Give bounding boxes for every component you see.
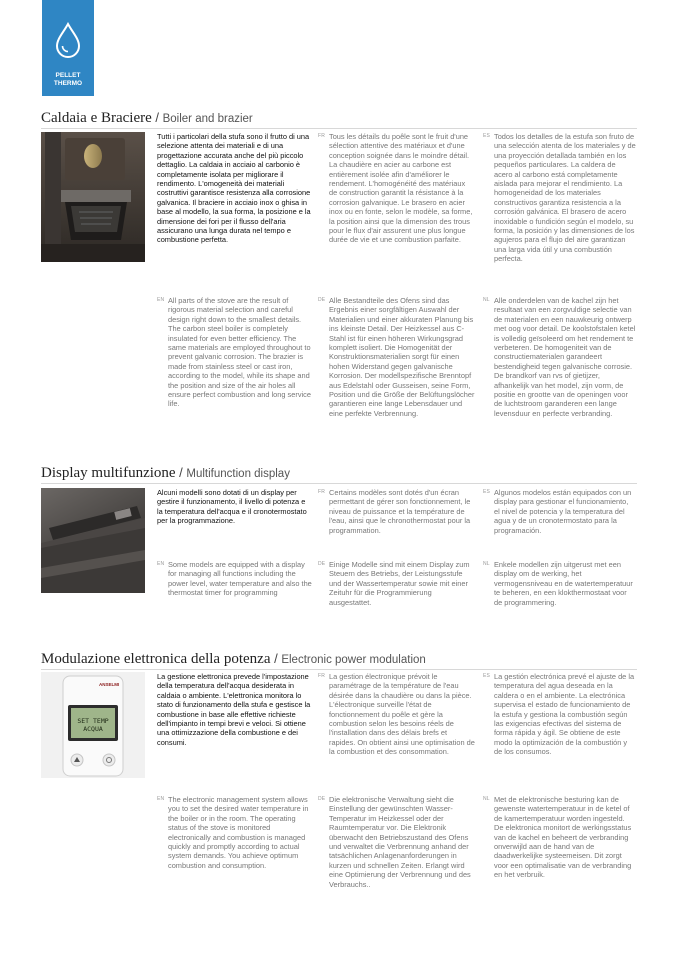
section-title-display: Display multifunzione / Multifunction display	[41, 465, 290, 481]
text-block-es-modulation: ES La gestión electrónica prevé el ajuste de la temperatura del agua deseada en la caldera o en el ambiente. La electrónica supervisa el estado de funcionamiento de la estufa y gestiona la combustión según las exigencias efectivas del sistema de forma rápida y ágil. Se obtiene de este modo la optimización de la combustión y de los consumos.	[483, 672, 635, 757]
brand-line-2: THERMO	[53, 80, 83, 87]
brand-line-1: PELLET	[55, 72, 81, 79]
divider	[41, 669, 637, 670]
text-block-fr-display: FR Certains modèles sont dotés d'un écran permettant de gérer son fonctionnement, le niveau de puissance et la température de l'eau, ainsi que le chronothermostat pour la programmation.	[318, 488, 471, 535]
text-block-en-display: EN Some models are equipped with a display for managing all functions including the power level, water temperature and also the thermostat timer for programming	[157, 560, 312, 598]
section-title-boiler: Caldaia e Braciere / Boiler and brazier	[41, 110, 253, 126]
remote-screen-line-2: ACQUA	[83, 725, 103, 733]
text-block-en-boiler: EN All parts of the stove are the result of rigorous material selection and careful design right down to the smallest details. The carbon steel boiler is completely insulated for even better efficiency. The same materials are employed throughout to prevent galvanic corrosion. The brazier is made from stainless steel or cast iron, according to the model, while its shape and the position and size of the air holes all ensure perfect combustion and long service life.	[157, 296, 311, 409]
remote-screen-line-1: SET TEMP	[77, 717, 109, 725]
remote-screen	[73, 717, 113, 733]
text-block-it-modulation: La gestione elettronica prevede l'impostazione della temperatura dell'acqua desiderata in caldaia o ambiente. L'elettronica monitora lo stato di funzionamento della stufa e gestisce la combustione in base alle effettive richieste dell'impianto in tempi brevi e veloci. Si ottiene una ottimizzazione della combustione e dei consumi.	[157, 672, 311, 747]
text-block-de-modulation: DE Die elektronische Verwaltung sieht die Einstellung der gewünschten Wasser-Temperatur im Heizkessel oder der Raumtemperatur vor. Die Elektronik überwacht den Betriebszustand des Ofens und verwaltet die Verbrennung anhand der tatsächlichen Anlagenanforderungen in kurzen und schnellen Zeiten. Erlangt wird eine Optimierung der Verbrennung und des Verbrauchs..	[318, 795, 471, 889]
text-block-it-display: Alcuni modelli sono dotati di un display per gestire il funzionamento, il livello di potenza e la temperatura dell'acqua e il cronotermostato per la programmazione.	[157, 488, 307, 526]
remote-brand-label: ANSELMI	[99, 682, 120, 687]
text-block-nl-boiler: NL Alle onderdelen van de kachel zijn het resultaat van een zorgvuldige selectie van de materialen en een nauwkeurig ontwerp met oog voor detail. De koolstofstalen ketel is volledig geïsoleerd om het rendement te verbeteren. De homogeniteit van de constructiematerialen garandeert bestendigheid tegen galvanische corrosie. De brandkorf van rvs of gietijzer, afhankelijk van het model, zijn vorm, de positie en grootte van de openingen voor de luchtstroom garanderen een lange levensduur en perfecte verbranding.	[483, 296, 636, 418]
text-block-de-boiler: DE Alle Bestandteile des Ofens sind das Ergebnis einer sorgfältigen Auswahl der Materialien und einer akkuraten Planung bis ins kleinste Detail. Der Heizkessel aus C-Stahl ist für einen höheren Wirkungsgrad komplett isoliert. Die Homogenität der Konstruktionsmaterialien sorgt für einen hohen Widerstand gegen galvanische Korrosion. Der modellspezifische Brenntopf aus Edelstahl oder Gusseisen, seine Form, Position und die Größe der Belüftungslöcher garantieren eine lange Lebensdauer und eine perfekte Verbrennung.	[318, 296, 475, 418]
water-drop-icon	[53, 22, 83, 60]
text-block-es-boiler: ES Todos los detalles de la estufa son fruto de una selección atenta de los materiales y de una proyección detallada también en los pequeños particulares. La caldera de acero al carbono está completamente aislada para mejorar el rendimiento. La homogeneidad de los materiales constructivos garantiza resistencia a la corrosión galvánica. El brasero de acero inoxidable o fundición según el modelo, su forma, la posición y las dimensiones de los agujeros para el flujo del aire garantizan una larga vida útil y una combustión perfecta.	[483, 132, 636, 264]
text-block-de-display: DE Einige Modelle sind mit einem Display zum Steuern des Betriebs, der Leistungsstufe und der Wassertemperatur sowie mit einer Zeituhr für die Programmierung ausgestattet.	[318, 560, 470, 607]
text-block-es-display: ES Algunos modelos están equipados con un display para gestionar el funcionamiento, el nivel de potencia y la temperatura del agua y de un cronotermostato para la programación.	[483, 488, 632, 535]
text-block-nl-display: NL Enkele modellen zijn uitgerust met een display om de werking, het vermogensniveau en de watertemperatuur te beheren, en een klokthermostaat voor de programmering.	[483, 560, 633, 607]
text-block-fr-boiler: FR Tous les détails du poêle sont le fruit d'une sélection attentive des matériaux et d'une conception soignée dans le moindre détail. La chaudière en acier au carbone est entièrement isolée afin d'améliorer le rendement. L'homogénéité des matériaux de construction garantit la résistance à la corrosion galvanique. Le brasero en acier inox ou en fonte, selon le modèle, sa forme, la position ainsi que la dimension des trous pour le flux d'air assurent une plus longue durée de vie et une combustion parfaite.	[318, 132, 473, 245]
section-title-modulation: Modulazione elettronica della potenza / Electronic power modulation	[41, 651, 426, 667]
text-block-fr-modulation: FR La gestion électronique prévoit le paramétrage de la température de l'eau désirée dans la chaudière ou dans la pièce. L'électronique surveille l'état de fonctionnement du poêle et gère la combustion selon les besoins réels de l'installation dans des délais brefs et rapides. On obtient ainsi une optimisation de la combustion et des consommation.	[318, 672, 475, 757]
boiler-brazier-photo	[41, 132, 145, 262]
divider	[41, 483, 637, 484]
remote-control-photo	[41, 672, 145, 778]
text-block-en-modulation: EN The electronic management system allows you to set the desired water temperature in the boiler or in the room. The operating status of the stove is monitored electronically and combustion is managed quickly and promptly according to actual system demands. You achieve optimum combustion and consumption.	[157, 795, 309, 870]
text-block-it-boiler: Tutti i particolari della stufa sono il frutto di una selezione attenta dei materiali e di una progettazione accurata anche del più piccolo dettaglio. La caldaia in acciaio al carbonio è completamente isolata per migliorare il rendimento. L'omogeneità dei materiali costruttivi garantisce resistenza alla corrosione galvanica. Il braciere in acciaio inox o ghisa in base al modello, la sua forma, la posizione e la dimensione dei fori per il flusso dell'aria assicurano una lunga durata nel tempo e combustione perfetta.	[157, 132, 311, 245]
multifunction-display-photo	[41, 488, 145, 593]
brand-badge	[42, 0, 94, 96]
divider	[41, 128, 637, 129]
brand-label	[42, 72, 94, 88]
text-block-nl-modulation: NL Met de elektronische besturing kan de gewenste watertemperatuur in de ketel of de kamertemperatuur worden ingesteld. De elektronica monitort de werkingsstatus van de kachel en beheert de verbranding onverwijld aan de hand van de daadwerkelijke systeemeisen. Dit zorgt voor een optimalisatie van de verbranding en het verbruik.	[483, 795, 632, 880]
